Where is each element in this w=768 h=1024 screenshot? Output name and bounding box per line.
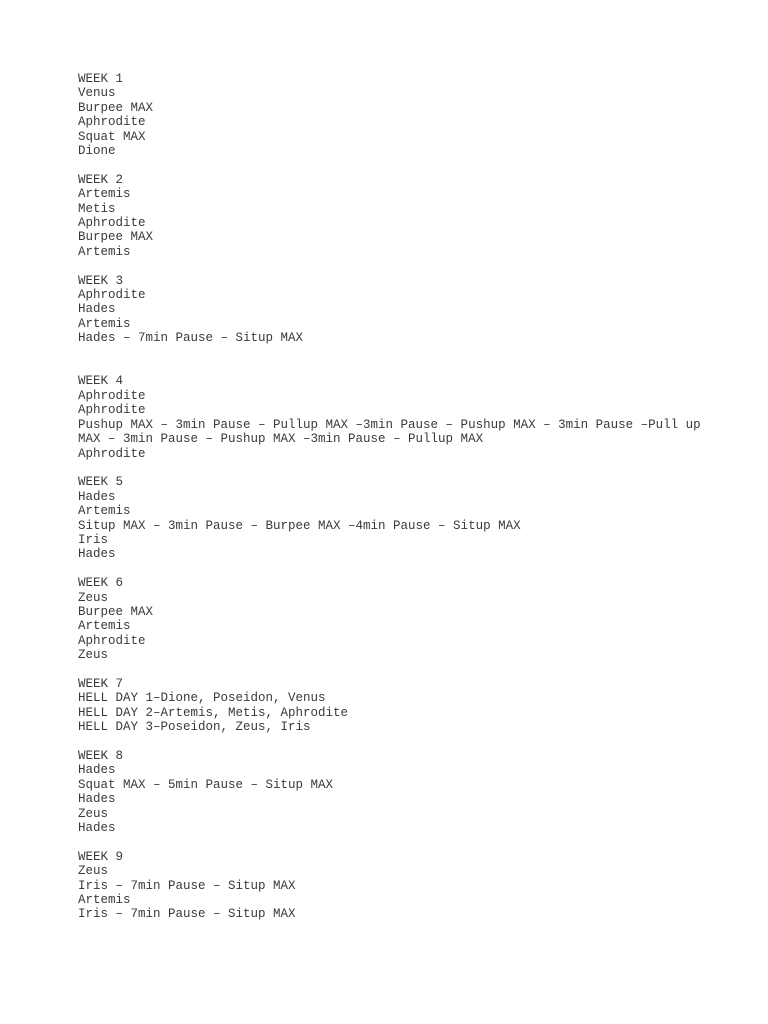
week-9-section — [78, 850, 718, 922]
week-heading: WEEK 9 — [78, 849, 124, 864]
workout-line: Aphrodite — [78, 216, 146, 231]
workout-line: Artemis — [78, 316, 131, 331]
week-8-section — [78, 749, 718, 835]
workout-line: Hades — [78, 489, 116, 504]
week-heading: WEEK 4 — [78, 374, 124, 389]
week-heading: WEEK 5 — [78, 475, 124, 490]
week-1-section — [78, 72, 718, 158]
workout-line: Aphrodite — [78, 446, 146, 461]
workout-line: Squat MAX — [78, 129, 146, 144]
workout-line: Burpee MAX — [78, 100, 154, 115]
week-7-section — [78, 677, 718, 735]
workout-line: HELL DAY 3–Poseidon, Zeus, Iris — [78, 720, 311, 735]
workout-line: Artemis — [78, 187, 131, 202]
workout-line: Zeus — [78, 590, 109, 605]
workout-line: Pushup MAX – 3min Pause – Pullup MAX –3min Pause – Pushup MAX – 3min Pause –Pull up MAX – 3min Pause – Pushup MAX –3min Pause – Pullup MAX — [78, 417, 709, 447]
workout-line: Aphrodite — [78, 115, 146, 130]
workout-line: Artemis — [78, 893, 131, 908]
week-heading: WEEK 8 — [78, 748, 124, 763]
workout-line: Situp MAX – 3min Pause – Burpee MAX –4min Pause – Situp MAX — [78, 518, 521, 533]
week-6-section — [78, 576, 718, 662]
workout-line: Iris — [78, 532, 109, 547]
week-heading: WEEK 7 — [78, 676, 124, 691]
workout-line: Zeus — [78, 648, 109, 663]
workout-line: Artemis — [78, 504, 131, 519]
workout-line: Burpee MAX — [78, 230, 154, 245]
workout-line: Burpee MAX — [78, 604, 154, 619]
workout-line: Artemis — [78, 244, 131, 259]
week-heading: WEEK 3 — [78, 273, 124, 288]
workout-line: Aphrodite — [78, 403, 146, 418]
workout-line: HELL DAY 1–Dione, Poseidon, Venus — [78, 691, 326, 706]
workout-line: Hades – 7min Pause – Situp MAX — [78, 331, 304, 346]
workout-line: Zeus — [78, 806, 109, 821]
week-heading: WEEK 1 — [78, 72, 124, 86]
workout-line: Hades — [78, 547, 116, 562]
week-4-section — [78, 374, 718, 460]
workout-line: Aphrodite — [78, 633, 146, 648]
week-heading: WEEK 2 — [78, 172, 124, 187]
workout-line: Iris – 7min Pause – Situp MAX — [78, 878, 296, 893]
workout-line: Iris – 7min Pause – Situp MAX — [78, 907, 296, 922]
workout-line: Metis — [78, 201, 116, 216]
workout-line: Hades — [78, 792, 116, 807]
week-heading: WEEK 6 — [78, 576, 124, 591]
workout-line: Zeus — [78, 864, 109, 879]
workout-line: Hades — [78, 302, 116, 317]
workout-line: Aphrodite — [78, 388, 146, 403]
workout-line: HELL DAY 2–Artemis, Metis, Aphrodite — [78, 705, 349, 720]
week-3-section — [78, 274, 718, 346]
week-5-section — [78, 475, 718, 561]
workout-line: Venus — [78, 86, 116, 101]
workout-line: Aphrodite — [78, 288, 146, 303]
workout-line: Artemis — [78, 619, 131, 634]
workout-line: Dione — [78, 144, 116, 159]
workout-line: Hades — [78, 763, 116, 778]
workout-line: Hades — [78, 821, 116, 836]
week-2-section — [78, 173, 718, 259]
document-page — [78, 72, 718, 936]
workout-line: Squat MAX – 5min Pause – Situp MAX — [78, 777, 334, 792]
